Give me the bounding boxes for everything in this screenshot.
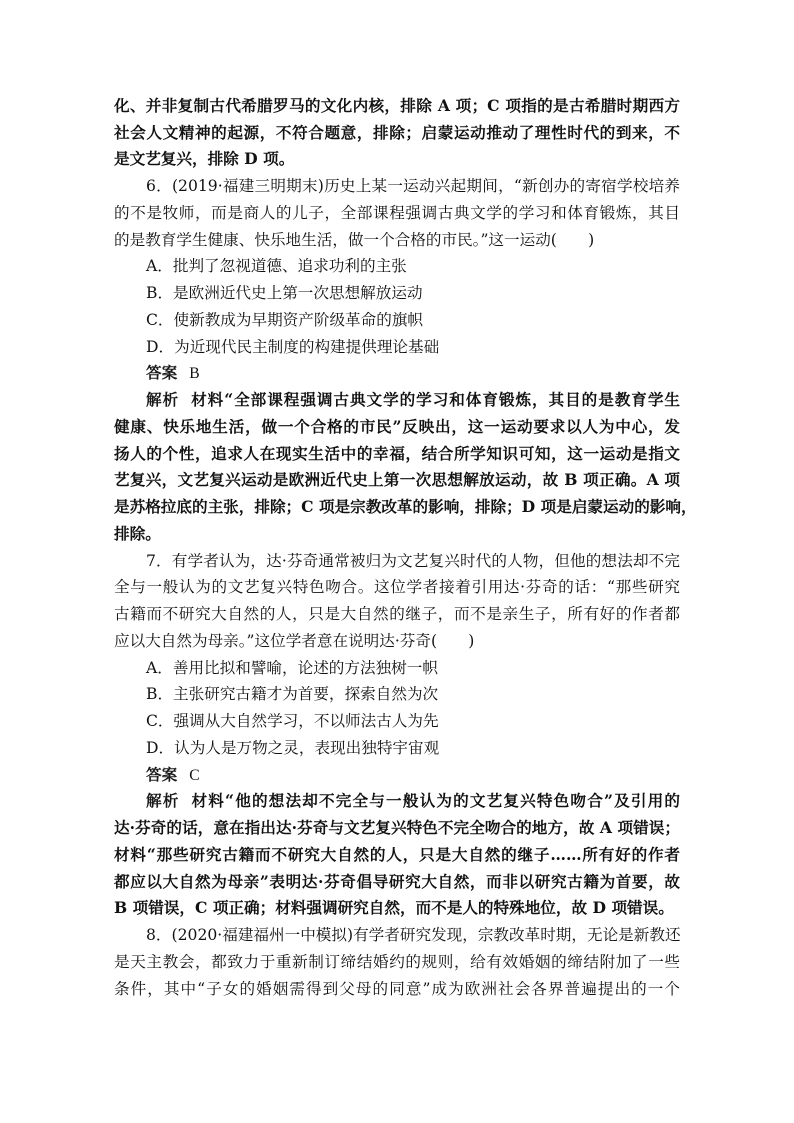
q7-option-d: D．认为人是万物之灵，表现出独特宇宙观: [146, 739, 440, 757]
q8-stem-line-3: 条件，其中“子女的婚姻需得到父母的同意”成为欧洲社会各界普遍提出的一个: [114, 980, 680, 998]
q7-stem-line-1: 7．有学者认为，达·芬奇通常被归为文艺复兴时代的人物，但他的想法却不完: [146, 552, 680, 570]
q7-analysis-label: 解析: [146, 791, 180, 810]
q6-option-b: B．是欧洲近代史上第一次思想解放运动: [146, 284, 423, 302]
q7-analysis-text-1: 材料“他的想法却不完全与一般认为的文艺复兴特色吻合”及引用的: [191, 791, 680, 810]
q7-analysis-line-1: [146, 788, 680, 815]
q6-option-a: A．批判了忽视道德、追求功利的主张: [146, 257, 407, 275]
q6-option-d: D．为近现代民主制度的构建提供理论基础: [146, 338, 440, 356]
q7-answer-value: C: [189, 767, 200, 784]
q7-answer: [146, 762, 712, 789]
q6-analysis-label: 解析: [146, 390, 180, 409]
intro-line-2: 社会人文精神的起源，不符合题意，排除；启蒙运动推动了理性时代的到来，不: [114, 123, 680, 142]
q7-option-b: B．主张研究古籍才为首要，探索自然为次: [146, 685, 439, 703]
q6-analysis-line-5: 是苏格拉底的主张，排除；C 项是宗教改革的影响，排除；D 项是启蒙运动的影响，: [114, 497, 697, 516]
q6-answer-value: B: [189, 365, 200, 382]
intro-line-1: 化、并非复制古代希腊罗马的文化内核，排除 A 项；C 项指的是古希腊时期西方: [114, 96, 680, 115]
q7-analysis-line-5: B 项错误，C 项正确；材料强调研究自然，而不是人的特殊地位，故 D 项错误。: [114, 898, 674, 917]
q6-option-c: C．使新教成为早期资产阶级革命的旗帜: [146, 311, 424, 329]
q6-answer-label: 答案: [146, 363, 178, 382]
q6-analysis-line-4: 艺复兴，文艺复兴运动是欧洲近代史上第一次思想解放运动，故 B 项正确。A 项: [114, 470, 680, 489]
q6-analysis-line-3: 扬人的个性，追求人在现实生活中的幸福，结合所学知识可知，这一运动是指文: [114, 444, 680, 463]
q7-analysis-line-3: 材料“那些研究古籍而不研究大自然的人，只是大自然的继子……所有好的作者: [114, 845, 680, 864]
q7-analysis-line-4: 都应以大自然为母亲”表明达·芬奇倡导研究大自然，而非以研究古籍为首要，故: [114, 872, 680, 891]
q7-option-c: C．强调从大自然学习，不以师法古人为先: [146, 712, 439, 730]
q6-analysis-line-1: [146, 387, 680, 414]
q6-stem-line-3: 的是教育学生健康、快乐地生活，做一个合格的市民。”这一运动( ): [114, 231, 595, 249]
q6-stem-line-1: 6．(2019·福建三明期末)历史上某一运动兴起期间，“新创办的寄宿学校培养: [146, 177, 680, 195]
q8-stem-line-2: 是天主教会，都致力于重新制订缔结婚约的规则，给有效婚姻的缔结附加了一些: [114, 953, 680, 971]
q7-stem-line-2: 全与一般认为的文艺复兴特色吻合。这位学者接着引用达·芬奇的话：“那些研究: [114, 578, 680, 596]
q7-answer-label: 答案: [146, 765, 178, 784]
q8-stem-line-1: 8．(2020·福建福州一中模拟)有学者研究发现，宗教改革时期，无论是新教还: [146, 926, 681, 944]
q6-analysis-text-1: 材料“全部课程强调古典文学的学习和体育锻炼，其目的是教育学生: [191, 390, 680, 409]
q6-stem-line-2: 的不是牧师，而是商人的儿子，全部课程强调古典文学的学习和体育锻炼，其目: [114, 204, 680, 222]
q7-option-a: A．善用比拟和譬喻，论述的方法独树一帜: [146, 659, 438, 677]
q7-stem-line-3: 古籍而不研究大自然的人，只是大自然的继子，而不是亲生子，所有好的作者都: [114, 605, 680, 623]
q7-analysis-line-2: 达·芬奇的话，意在指出达·芬奇与文艺复兴特色不完全吻合的地方，故 A 项错误；: [114, 818, 680, 837]
q7-stem-line-4: 应以大自然为母亲。”这位学者意在说明达·芬奇( ): [114, 632, 475, 650]
q6-analysis-line-2: 健康、快乐地生活，做一个合格的市民”反映出，这一运动要求以人为中心，发: [114, 417, 680, 436]
q6-analysis-line-6: 排除。: [114, 524, 161, 543]
q6-answer: [146, 360, 712, 387]
intro-line-3: 是文艺复兴，排除 D 项。: [114, 149, 295, 168]
